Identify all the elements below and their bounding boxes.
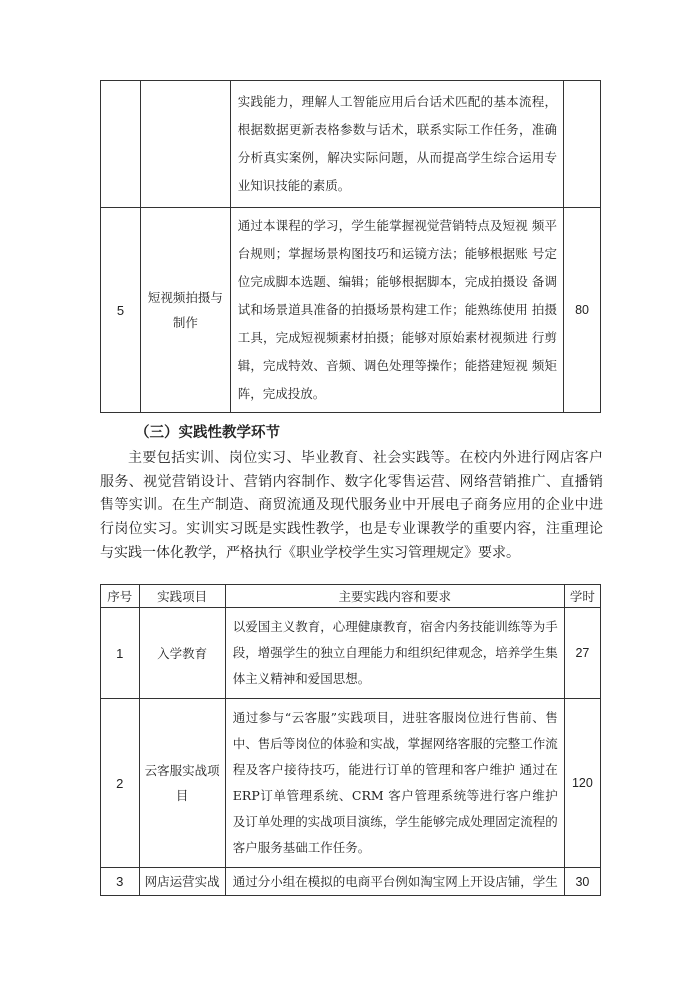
project-name: 网店运营实战	[139, 868, 225, 896]
course-hours	[564, 81, 601, 208]
course-name: 短视频拍摄与制作	[140, 208, 230, 413]
section-heading: （三）实践性教学环节	[135, 425, 280, 441]
project-hours: 27	[564, 608, 600, 699]
header-content: 主要实践内容和要求	[225, 585, 564, 608]
project-content: 通过分小组在模拟的电商平台例如淘宝网上开设店铺，学生	[225, 868, 564, 896]
row-number	[101, 81, 141, 208]
project-content: 以爱国主义教育，心理健康教育，宿舍内务技能训练等为手段，增强学生的独立自理能力和组织纪律观念，培养学生集体主义精神和爱国思想。	[225, 608, 564, 699]
practice-table	[100, 584, 601, 896]
row-number: 3	[101, 868, 140, 896]
header-project: 实践项目	[139, 585, 225, 608]
course-name	[140, 81, 230, 208]
row-number: 5	[101, 208, 141, 413]
header-no: 序号	[101, 585, 140, 608]
header-hours: 学时	[564, 585, 600, 608]
course-table	[100, 80, 601, 413]
project-hours: 120	[564, 699, 600, 868]
table-row	[101, 81, 601, 208]
project-name: 入学教育	[139, 608, 225, 699]
row-number: 1	[101, 608, 140, 699]
project-name: 云客服实战项目	[139, 699, 225, 868]
table-header-row	[101, 585, 601, 608]
course-description: 通过本课程的学习，学生能掌握视觉营销特点及短视 频平台规则；掌握场景构图技巧和运镜方法；能够根据账 号定位完成脚本选题、编辑；能够根据脚本，完成拍摄设 备调试和场景道具准备的拍摄场景构建工作；能熟练使用 拍摄工具，完成短视频素材拍摄；能够对原始素材视频进 行剪辑，完成特效、音频、调色处理等操作；能搭建短视 频矩阵，完成投放。	[230, 208, 563, 413]
table-row	[101, 608, 601, 699]
table-row	[101, 868, 601, 896]
section-paragraph: 主要包括实训、岗位实习、毕业教育、社会实践等。在校内外进行网店客户服务、视觉营销设计、营销内容制作、数字化零售运营、网络营销推广、直播销售等实训。在生产制造、商贸流通及现代服务业中开展电子商务应用的企业中进行岗位实习。实训实习既是实践性教学，也是专业课教学的重要内容，注重理论与实践一体化教学，严格执行《职业学校学生实习管理规定》要求。	[100, 450, 603, 561]
row-number: 2	[101, 699, 140, 868]
project-content: 通过参与“云客服”实践项目，进驻客服岗位进行售前、售中、售后等岗位的体验和实战，掌握网络客服的完整工作流程及客户接待技巧，能进行订单的管理和客户维护 通过在ERP订单管理系统、CRM 客户管理系统等进行客户维护及订单处理的实战项目演练，学生能够完成处理固定流程的客户服务基础工作任务。	[225, 699, 564, 868]
table-row	[101, 699, 601, 868]
project-hours: 30	[564, 868, 600, 896]
course-hours: 80	[564, 208, 601, 413]
course-description: 实践能力，理解人工智能应用后台话术匹配的基本流程，根据数据更新表格参数与话术，联系实际工作任务，准确分析真实案例，解决实际问题，从而提高学生综合运用专业知识技能的素质。	[230, 81, 563, 208]
table-row	[101, 208, 601, 413]
